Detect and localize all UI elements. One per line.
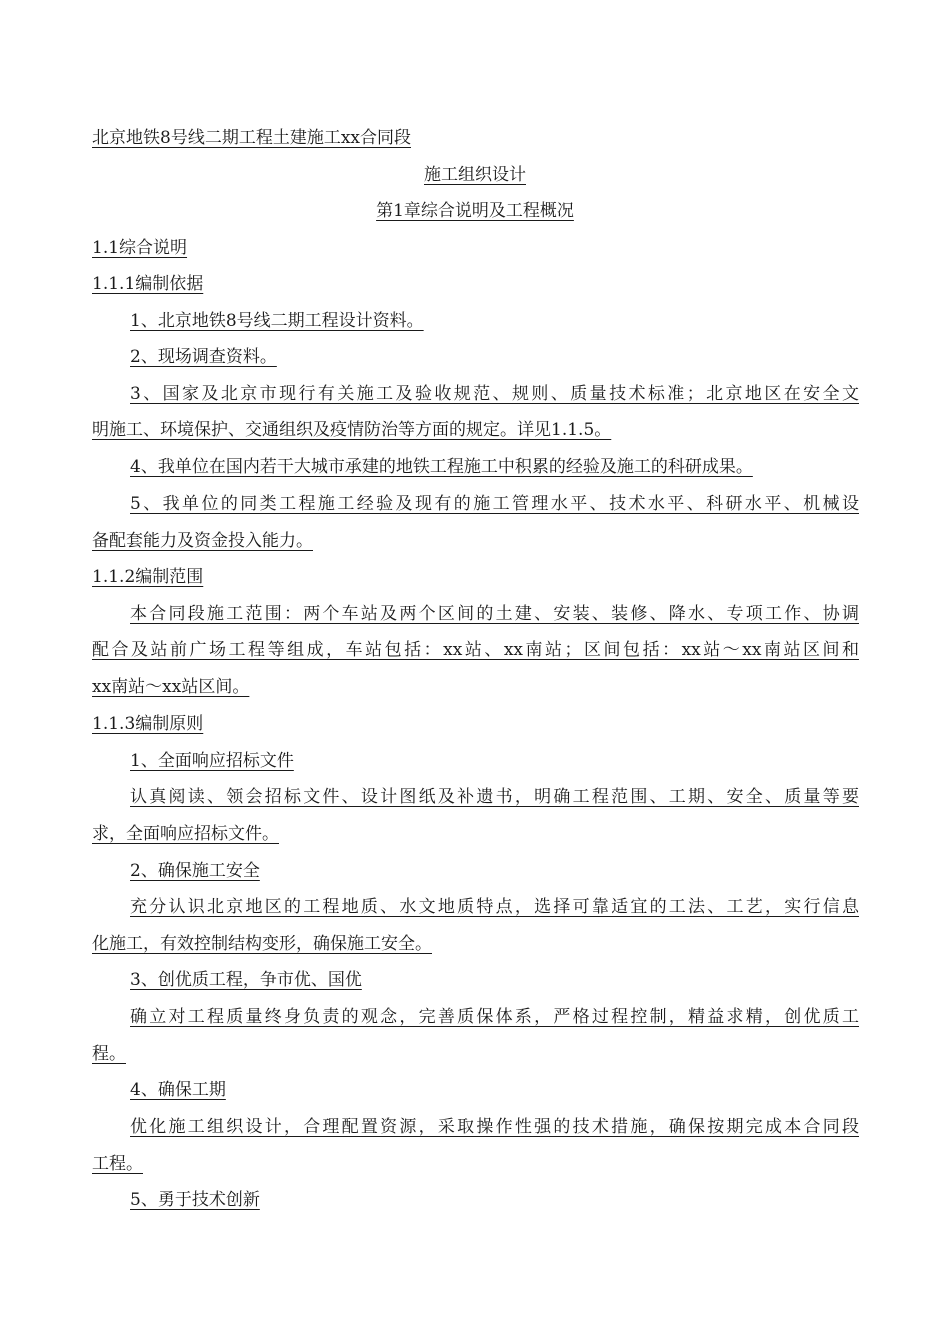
principle-4-line-2: 工程。 [92,1154,143,1174]
basis-item-5-line-2: 备配套能力及资金投入能力。 [92,531,313,551]
principle-4-line-1: 优化施工组织设计，合理配置资源，采取操作性强的技术措施，确保按期完成本合同段 [130,1117,859,1137]
document-title: 施工组织设计 [424,165,526,185]
basis-item-3-line-2: 明施工、环境保护、交通组织及疫情防治等方面的规定。详见1.1.5。 [92,420,612,440]
chapter-heading: 第1章综合说明及工程概况 [376,201,574,221]
document-header: 北京地铁8号线二期工程土建施工xx合同段 [92,128,411,148]
principle-4-title: 4、确保工期 [130,1080,226,1100]
principle-3-line-2: 程。 [92,1044,126,1064]
principle-1-title: 1、全面响应招标文件 [130,751,294,771]
principle-2-line-2: 化施工，有效控制结构变形，确保施工安全。 [92,934,432,954]
basis-item-4: 4、我单位在国内若干大城市承建的地铁工程施工中积累的经验及施工的科研成果。 [130,457,753,477]
basis-item-3-line-1: 3、国家及北京市现行有关施工及验收规范、规则、质量技术标准；北京地区在安全文 [130,384,859,404]
principle-1-line-2: 求，全面响应招标文件。 [92,824,279,844]
scope-line-3: xx南站～xx站区间。 [92,677,250,697]
principle-2-line-1: 充分认识北京地区的工程地质、水文地质特点，选择可靠适宜的工法、工艺，实行信息 [130,897,859,917]
principle-3-title: 3、创优质工程，争市优、国优 [130,970,362,990]
principle-2-title: 2、确保施工安全 [130,861,260,881]
principle-5-title: 5、勇于技术创新 [130,1190,260,1210]
section-heading-1-1-2: 1.1.2编制范围 [92,567,204,587]
principle-3-line-1: 确立对工程质量终身负责的观念，完善质保体系，严格过程控制，精益求精，创优质工 [130,1007,859,1027]
basis-item-1: 1、北京地铁8号线二期工程设计资料。 [130,311,424,331]
section-heading-1-1-3: 1.1.3编制原则 [92,714,204,734]
section-heading-1-1: 1.1综合说明 [92,238,188,258]
principle-1-line-1: 认真阅读、领会招标文件、设计图纸及补遗书，明确工程范围、工期、安全、质量等要 [130,787,859,807]
basis-item-5-line-1: 5、我单位的同类工程施工经验及现有的施工管理水平、技术水平、科研水平、机械设 [130,494,859,514]
scope-line-1: 本合同段施工范围：两个车站及两个区间的土建、安装、装修、降水、专项工作、协调 [130,604,859,624]
basis-item-2: 2、现场调查资料。 [130,347,277,367]
section-heading-1-1-1: 1.1.1编制依据 [92,274,204,294]
scope-line-2: 配合及站前广场工程等组成，车站包括：xx站、xx南站；区间包括：xx站～xx南站区间和 [92,640,859,660]
